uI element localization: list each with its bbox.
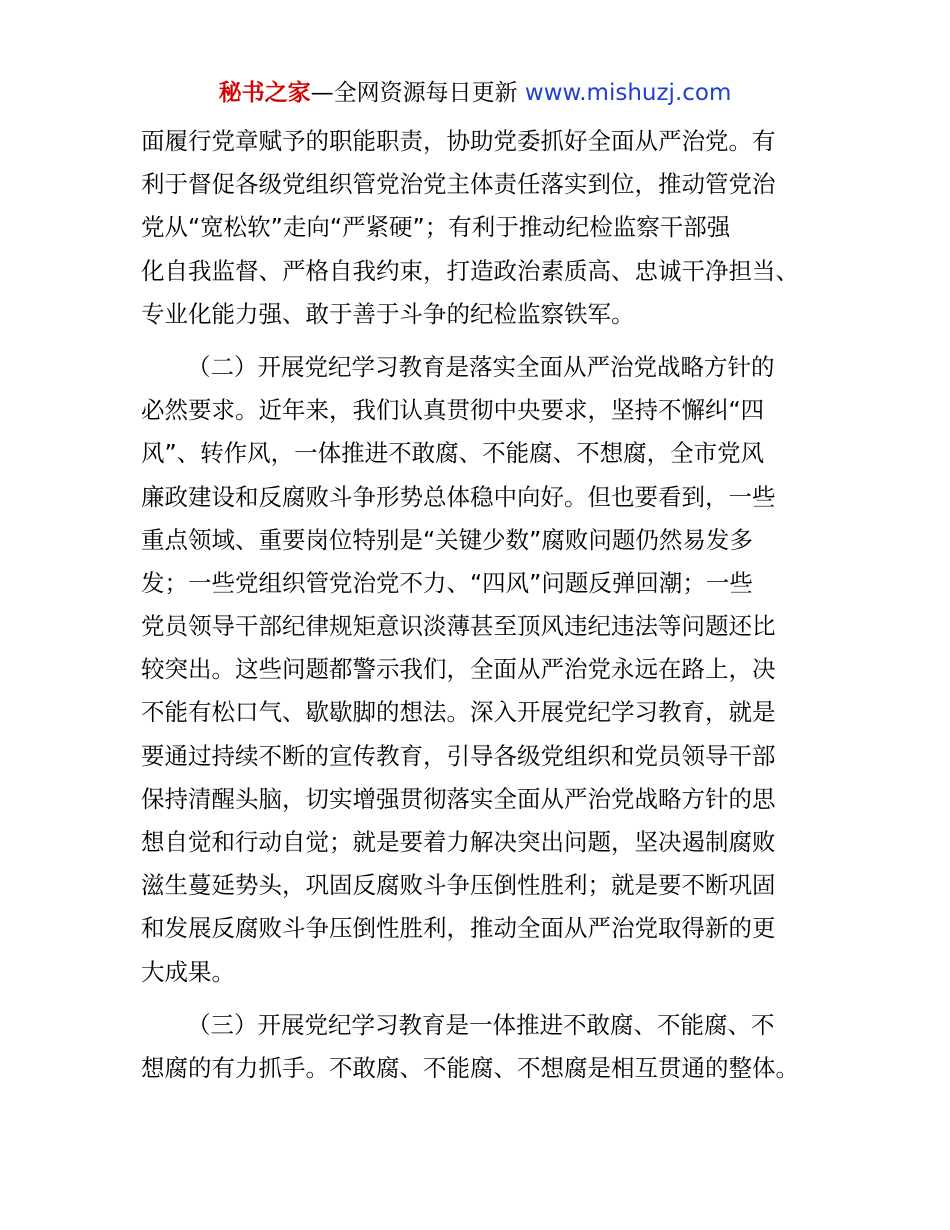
text-line: 和发展反腐败斗争压倒性胜利，推动全面从严治党取得新的更: [141, 914, 776, 943]
text-line: 想腐的有力抓手。不敢腐、不能腐、不想腐是相互贯通的整体。: [141, 1053, 799, 1082]
text-line: 滋生蔓延势头，巩固反腐败斗争压倒性胜利；就是要不断巩固: [141, 871, 776, 900]
text-line: 党从“宽松软”走向“严紧硬”；有利于推动纪检监察干部强: [141, 213, 731, 242]
document-body: [141, 120, 821, 1090]
text-line: （三）开展党纪学习教育是一体推进不敢腐、不能腐、不: [187, 1010, 775, 1039]
text-line: 化自我监督、严格自我约束，打造政治素质高、忠诚干净担当、: [141, 256, 799, 285]
paragraph-gap: [141, 336, 821, 346]
paragraph-gap: [141, 994, 821, 1004]
text-line: （二）开展党纪学习教育是落实全面从严治党战略方针的: [187, 352, 775, 381]
brand-name: 秘书之家: [218, 80, 311, 106]
paragraph-3: [141, 1004, 821, 1090]
text-line: 不能有松口气、歇歇脚的想法。深入开展党纪学习教育，就是: [141, 698, 776, 727]
paragraph-1: [141, 120, 821, 336]
header-url[interactable]: www.mishuzj.com: [524, 80, 732, 106]
paragraph-2: [141, 346, 821, 994]
text-line: 大成果。: [141, 957, 235, 986]
text-line: 面履行党章赋予的职能职责，协助党委抓好全面从严治党。有: [141, 127, 776, 155]
text-line: 廉政建设和反腐败斗争形势总体稳中向好。但也要看到，一些: [141, 482, 776, 511]
header-tagline: —全网资源每日更新: [310, 80, 525, 106]
text-line: 保持清醒头脑，切实增强贯彻落实全面从严治党战略方针的思: [141, 784, 776, 813]
text-line: 专业化能力强、敢于善于斗争的纪检监察铁军。: [141, 299, 635, 328]
text-line: 要通过持续不断的宣传教育，引导各级党组织和党员领导干部: [141, 741, 776, 770]
text-line: 发；一些党组织管党治党不力、“四风”问题反弹回潮；一些: [141, 568, 753, 597]
text-line: 较突出。这些问题都警示我们，全面从严治党永远在路上，决: [141, 655, 776, 684]
text-line: 党员领导干部纪律规矩意识淡薄甚至顶风违纪违法等问题还比: [141, 612, 776, 641]
text-line: 想自觉和行动自觉；就是要着力解决突出问题，坚决遏制腐败: [141, 828, 776, 856]
page-header: [0, 78, 950, 108]
text-line: 利于督促各级党组织管党治党主体责任落实到位，推动管党治: [141, 170, 776, 199]
text-line: 重点领域、重要岗位特别是“关键少数”腐败问题仍然易发多: [141, 525, 753, 554]
text-line: 风”、转作风，一体推进不敢腐、不能腐、不想腐，全市党风: [141, 439, 765, 468]
text-line: 必然要求。近年来，我们认真贯彻中央要求，坚持不懈纠“四: [141, 396, 765, 425]
